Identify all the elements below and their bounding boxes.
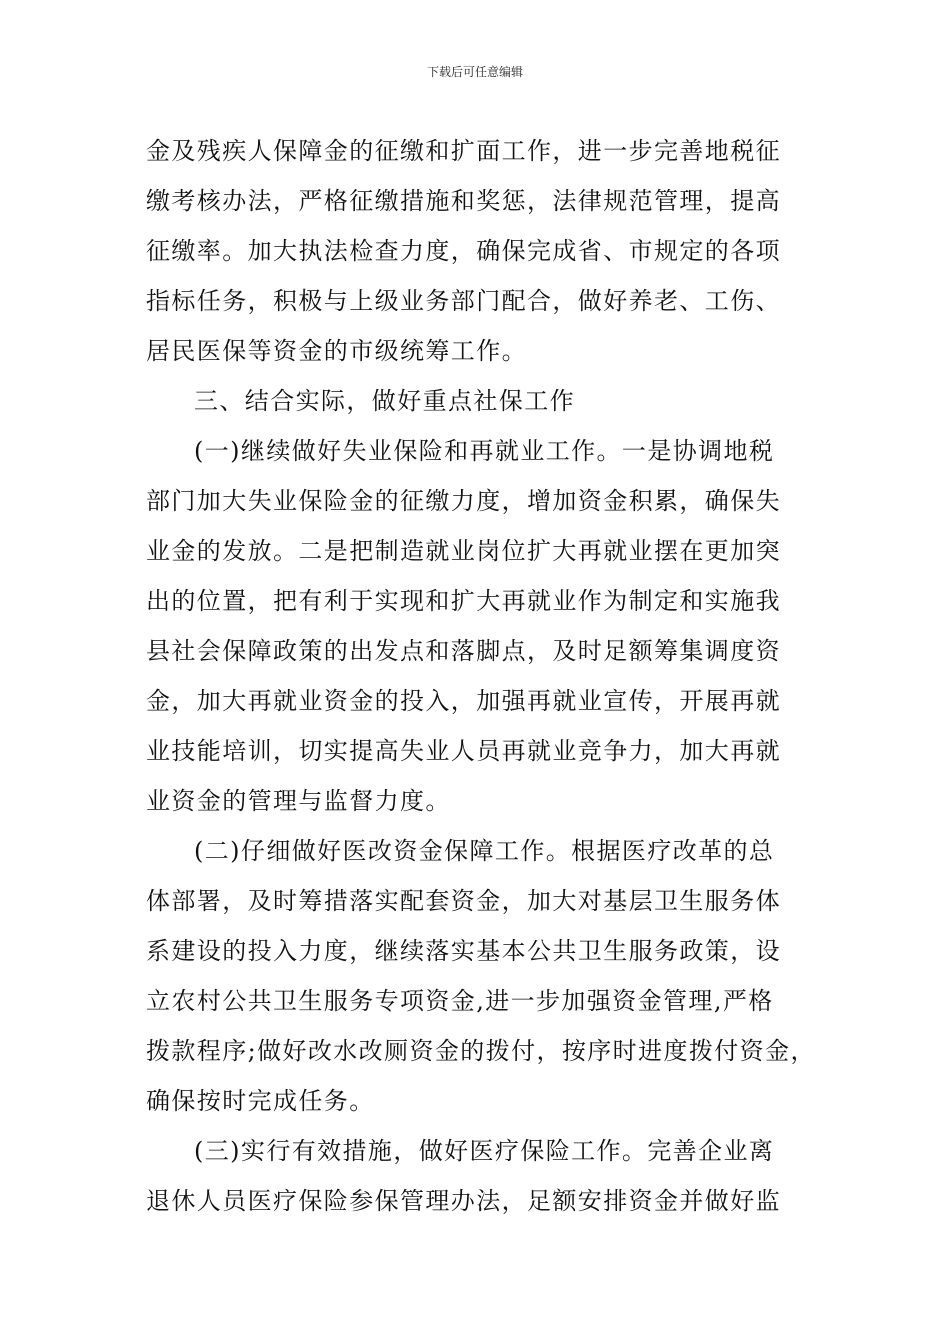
text-line: 确保按时完成任务。 (146, 1087, 375, 1115)
text-line: 金及残疾人保障金的征缴和扩面工作，进一步完善地税征 (146, 137, 781, 165)
text-line: 业技能培训，切实提高失业人员再就业竞争力，加大再就 (146, 737, 781, 765)
text-line: 缴考核办法，严格征缴措施和奖惩，法律规范管理，提高 (146, 187, 781, 215)
text-line: 指标任务，积极与上级业务部门配合，做好养老、工伤、 (146, 287, 781, 315)
text-line: 业金的发放。二是把制造就业岗位扩大再就业摆在更加突 (146, 537, 781, 565)
text-line: 金，加大再就业资金的投入，加强再就业宣传，开展再就 (146, 687, 781, 715)
text-line: 县社会保障政策的出发点和落脚点，及时足额筹集调度资 (146, 637, 781, 665)
text-line: 拨款程序;做好改水改厕资金的拨付，按序时进度拨付资金， (146, 1037, 816, 1065)
paragraph-start: (一)继续做好失业保险和再就业工作。一是协调地税 (194, 437, 775, 465)
text-line: 退休人员医疗保险参保管理办法，足额安排资金并做好监 (146, 1187, 781, 1215)
paragraph-start: (三)实行有效措施，做好医疗保险工作。完善企业离 (194, 1137, 775, 1165)
text-line: 部门加大失业保险金的征缴力度，增加资金积累，确保失 (146, 487, 781, 515)
text-line: 居民医保等资金的市级统筹工作。 (146, 337, 527, 365)
text-line: 征缴率。加大执法检查力度，确保完成省、市规定的各项 (146, 237, 781, 265)
paragraph-start: (二)仔细做好医改资金保障工作。根据医疗改革的总 (194, 837, 775, 865)
page-header: 下载后可任意编辑 (426, 65, 523, 79)
text-line: 出的位置，把有利于实现和扩大再就业作为制定和实施我 (146, 587, 781, 615)
text-line: 立农村公共卫生服务专项资金,进一步加强资金管理,严格 (146, 987, 774, 1015)
text-line: 体部署，及时筹措落实配套资金，加大对基层卫生服务体 (146, 887, 781, 915)
section-heading: 三、结合实际，做好重点社保工作 (194, 387, 575, 415)
text-line: 系建设的投入力度，继续落实基本公共卫生服务政策，设 (146, 937, 781, 965)
document-body (146, 126, 816, 1226)
text-line: 业资金的管理与监督力度。 (146, 787, 451, 815)
